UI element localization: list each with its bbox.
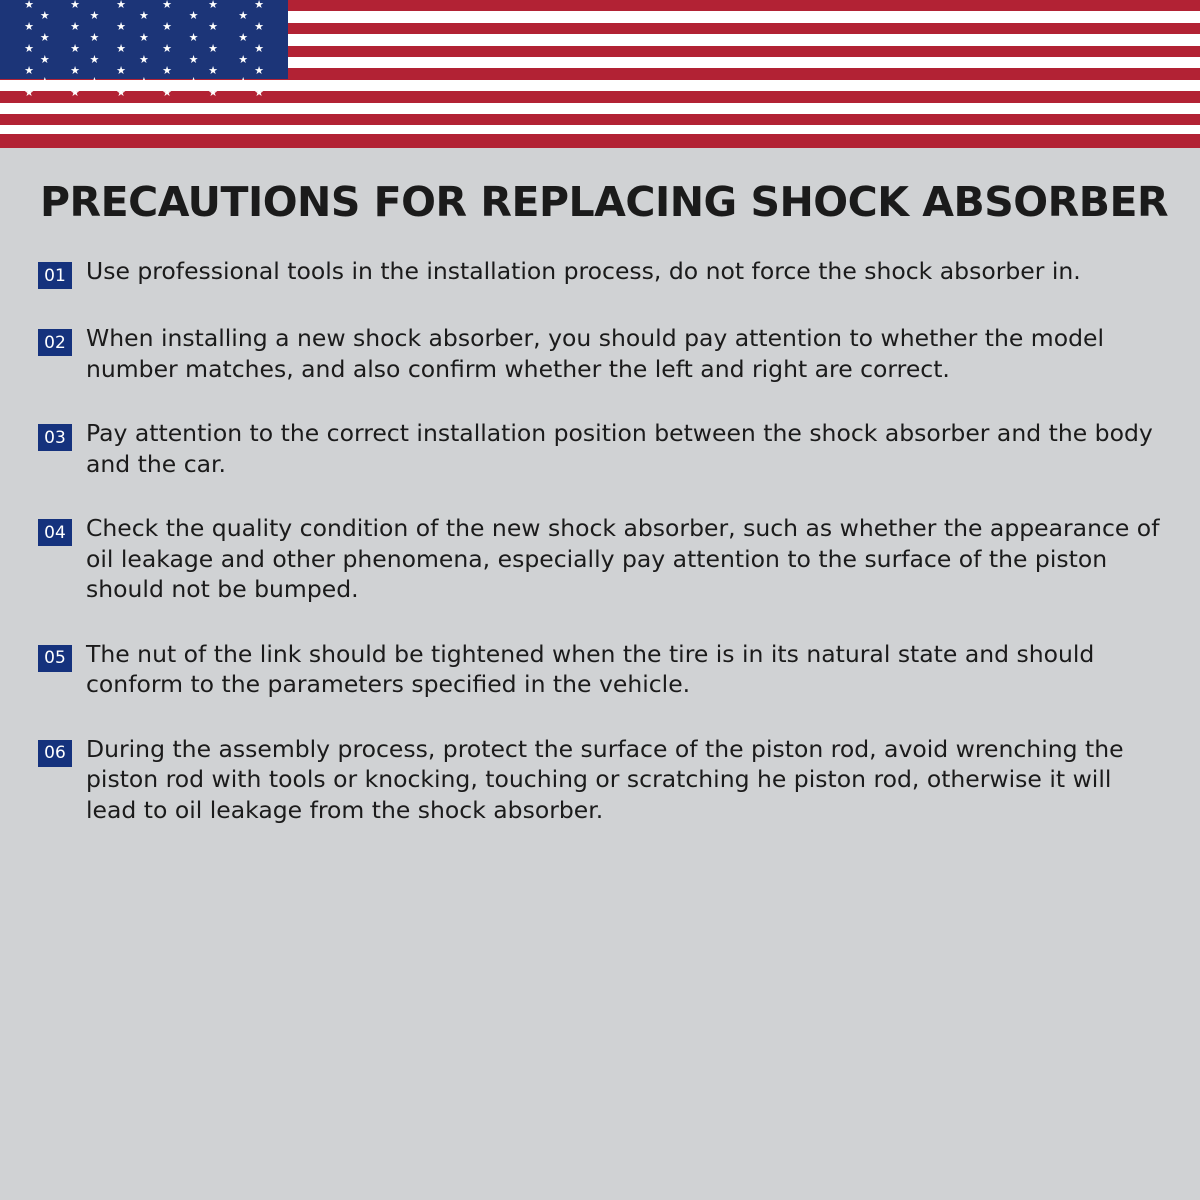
flag-star-icon: ★ <box>254 0 264 11</box>
flag-star-icon: ★ <box>188 76 199 88</box>
list-item <box>38 323 1162 384</box>
flag-star-icon: ★ <box>208 65 218 77</box>
flag-star-icon: ★ <box>70 65 80 77</box>
list-item-number: 02 <box>38 329 72 356</box>
flag-star-icon: ★ <box>254 65 264 77</box>
flag-star-icon: ★ <box>39 54 50 66</box>
flag-star-row <box>0 33 288 44</box>
flag-star-row <box>0 11 288 22</box>
flag-star-icon: ★ <box>208 21 218 33</box>
flag-star-icon: ★ <box>208 43 218 55</box>
flag-star-row <box>0 88 288 99</box>
flag-star-icon: ★ <box>116 65 126 77</box>
flag-stripe <box>0 114 1200 125</box>
flag-star-icon: ★ <box>162 65 172 77</box>
flag-star-icon: ★ <box>188 32 199 44</box>
flag-star-icon: ★ <box>70 87 80 99</box>
flag-star-icon: ★ <box>89 54 100 66</box>
list-item-text: Use professional tools in the installation process, do not force the shock absorber in. <box>86 257 1081 285</box>
flag-star-icon: ★ <box>39 32 50 44</box>
flag-star-icon: ★ <box>139 54 149 66</box>
flag-star-icon: ★ <box>238 32 249 44</box>
flag-star-row <box>0 77 288 88</box>
list-item-text: Pay attention to the correct installation position between the shock absorber and the body and the car. <box>86 419 1153 478</box>
precautions-list <box>38 256 1162 826</box>
flag-star-icon: ★ <box>162 21 172 33</box>
document-content <box>0 148 1200 826</box>
list-item <box>38 418 1162 479</box>
flag-star-icon: ★ <box>24 87 34 99</box>
list-item-number: 01 <box>38 262 72 289</box>
flag-star-icon: ★ <box>70 21 80 33</box>
flag-star-icon: ★ <box>162 87 172 99</box>
flag-star-icon: ★ <box>188 54 199 66</box>
list-item-number: 06 <box>38 740 72 767</box>
page-title: PRECAUTIONS FOR REPLACING SHOCK ABSORBER <box>40 178 1169 226</box>
flag-star-icon: ★ <box>24 21 34 33</box>
flag-star-icon: ★ <box>39 76 50 88</box>
list-item-number: 04 <box>38 519 72 546</box>
list-item-text: Check the quality condition of the new shock absorber, such as whether the appearance of oil leakage and other phenomena, especially pay attention to the surface of the piston should not be bumped. <box>86 514 1160 604</box>
flag-star-icon: ★ <box>70 0 80 11</box>
flag-star-icon: ★ <box>24 43 34 55</box>
flag-star-icon: ★ <box>70 43 80 55</box>
list-item <box>38 513 1162 605</box>
flag-star-icon: ★ <box>39 10 50 22</box>
flag-star-icon: ★ <box>24 65 34 77</box>
flag-star-icon: ★ <box>139 32 149 44</box>
flag-star-icon: ★ <box>116 21 126 33</box>
list-item <box>38 734 1162 826</box>
flag-canton <box>0 0 288 99</box>
banner-bottom-bar <box>0 134 1200 148</box>
flag-star-icon: ★ <box>254 43 264 55</box>
flag-star-icon: ★ <box>89 32 100 44</box>
flag-star-icon: ★ <box>162 43 172 55</box>
list-item-number: 05 <box>38 645 72 672</box>
flag-star-icon: ★ <box>24 0 34 11</box>
flag-star-icon: ★ <box>254 87 264 99</box>
flag-star-icon: ★ <box>139 76 149 88</box>
list-item <box>38 639 1162 700</box>
flag-star-icon: ★ <box>116 43 126 55</box>
flag-star-icon: ★ <box>116 0 126 11</box>
list-item-text: The nut of the link should be tightened when the tire is in its natural state and should conform to the parameters specified in the vehicle. <box>86 639 1095 699</box>
flag-star-icon: ★ <box>238 10 249 22</box>
flag-star-icon: ★ <box>89 76 100 88</box>
flag-stripe <box>0 103 1200 114</box>
list-item-number: 03 <box>38 424 72 451</box>
list-item-text: When installing a new shock absorber, you should pay attention to whether the model number matches, and also confirm whether the left and right are correct. <box>86 324 1104 383</box>
list-item-text: During the assembly process, protect the surface of the piston rod, avoid wrenching the piston rod with tools or knocking, touching or scratching he piston rod, otherwise it will lead to oil leakage from the shock absorber. <box>86 734 1124 825</box>
flag-star-icon: ★ <box>238 54 249 66</box>
flag-star-icon: ★ <box>208 87 218 99</box>
usa-flag-banner <box>0 0 1200 148</box>
flag-star-icon: ★ <box>188 10 199 22</box>
list-item <box>38 256 1162 289</box>
flag-star-row <box>0 55 288 66</box>
flag-star-icon: ★ <box>238 76 249 88</box>
flag-star-icon: ★ <box>162 0 172 11</box>
flag-star-icon: ★ <box>89 10 100 22</box>
flag-star-icon: ★ <box>116 87 126 99</box>
flag-star-icon: ★ <box>139 10 149 22</box>
flag-star-icon: ★ <box>254 21 264 33</box>
flag-star-icon: ★ <box>208 0 218 11</box>
